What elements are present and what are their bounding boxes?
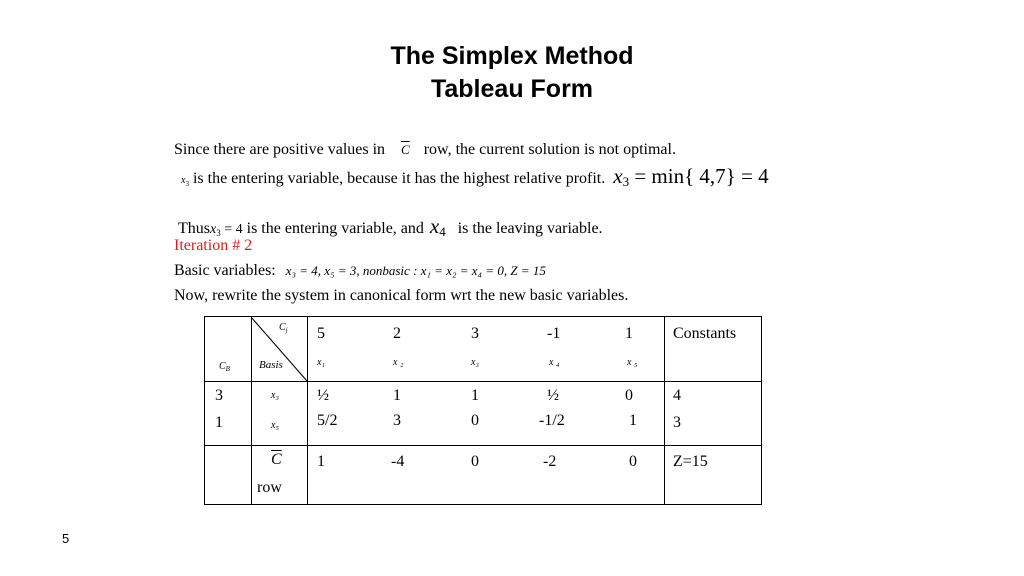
entering-expression: $x_3 = 4$ — [210, 222, 243, 238]
basis-var-1: x₃ — [271, 390, 279, 401]
basis-var-2: x₅ — [271, 420, 279, 431]
line3-mid: is the entering variable, and — [246, 220, 424, 237]
cj-value-5: 1 — [625, 325, 633, 342]
cbar-x3: 0 — [471, 453, 479, 470]
cj-value-4: -1 — [547, 325, 561, 342]
constants-header: Constants — [673, 325, 737, 342]
cj-label: $C_j$ — [279, 322, 288, 334]
simplex-tableau — [204, 316, 762, 505]
slide-title — [0, 40, 1024, 106]
leaving-var: $x_4$ — [429, 214, 446, 239]
cbar-x4: -2 — [543, 453, 557, 470]
cbar-x1: 1 — [317, 453, 325, 470]
row2-x2: 3 — [393, 412, 401, 429]
basic-variables-line — [174, 262, 546, 280]
cbar-x2: -4 — [391, 453, 405, 470]
iteration-label: Iteration # 2 — [174, 237, 253, 254]
cbar-symbol: $\overline{C}$ — [271, 451, 282, 468]
c-bar-symbol: $\overline{C}$ — [401, 142, 410, 157]
row1-x2: 1 — [393, 387, 401, 404]
row2-constant: 3 — [673, 414, 681, 431]
row2-x4: -1/2 — [539, 412, 565, 429]
var-header-x2: x ₂ — [393, 357, 404, 368]
title-line-1: The Simplex Method — [390, 42, 634, 70]
var-header-x4: x ₄ — [549, 357, 560, 368]
cbar-x5: 0 — [629, 453, 637, 470]
line2-text: is the entering variable, because it has the highest relative profit. — [192, 170, 606, 187]
row1-x1: ½ — [317, 387, 329, 404]
var-header-x1: x₁ — [317, 357, 325, 368]
cj-value-1: 5 — [317, 325, 325, 342]
basis-label: Basis — [259, 359, 283, 371]
row1-x4: ½ — [547, 387, 559, 404]
tableau-hline-2 — [205, 445, 761, 446]
entering-var-small: $x_3$ — [181, 175, 189, 188]
cb-value-1: 3 — [215, 387, 223, 404]
rewrite-line: Now, rewrite the system in canonical form wrt the new basic variables. — [174, 287, 629, 304]
var-header-x3: x₃ — [471, 357, 479, 368]
page-number: 5 — [62, 531, 70, 546]
line3-post: is the leaving variable. — [457, 220, 603, 237]
body-line-2 — [174, 164, 769, 190]
line1-post: row, the current solution is not optimal. — [423, 141, 676, 158]
cb-value-2: 1 — [215, 414, 223, 431]
row1-constant: 4 — [673, 387, 681, 404]
body-line-1 — [174, 141, 676, 159]
z-value: Z=15 — [673, 453, 708, 470]
var-header-x5: x ₅ — [627, 357, 638, 368]
cb-label: $C_B$ — [219, 361, 230, 373]
basic-label: Basic variables: — [174, 262, 276, 279]
tableau-vline-3 — [664, 317, 665, 504]
row2-x5: 1 — [629, 412, 637, 429]
min-ratio-expression: $x_3 = \min${ 4,7} = 4 — [613, 164, 769, 189]
line3-pre: Thus — [178, 220, 210, 237]
basic-expression: x₃ = 4, x₅ = 3, nonbasic : x₁ = x₂ = x₄ = 0, Z = 15 — [285, 263, 546, 278]
row2-x3: 0 — [471, 412, 479, 429]
line1-pre: Since there are positive values in — [174, 141, 386, 158]
cj-value-2: 2 — [393, 325, 401, 342]
title-line-2: Tableau Form — [430, 75, 594, 103]
cj-value-3: 3 — [471, 325, 479, 342]
cbar-row-label: row — [257, 479, 282, 496]
row2-x1: 5/2 — [317, 412, 338, 429]
row1-x5: 0 — [625, 387, 633, 404]
row1-x3: 1 — [471, 387, 479, 404]
